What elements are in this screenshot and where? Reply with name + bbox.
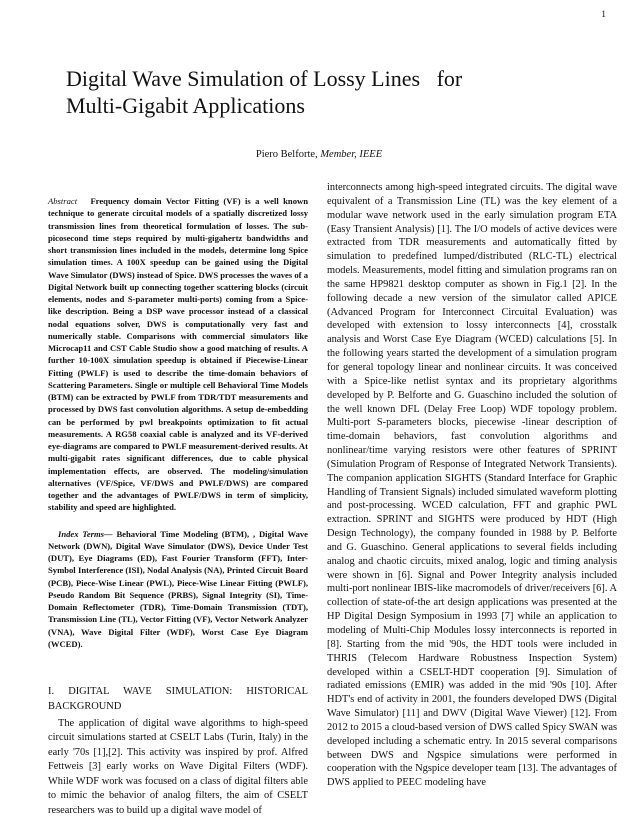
abstract (48, 195, 308, 514)
title-line-1: Digital Wave Simulation of Lossy Lines for (66, 66, 463, 91)
title-line-2: Multi-Gigabit Applications (66, 93, 305, 118)
left-body-paragraph: The application of digital wave algorithms to high-speed circuit simulations started at CSELT Labs (Turin, Italy) in the early '70s [1],[2]. This activity was inspired by prof. Alfred Fettweis [3] early works on Wave Digital Filters (WDF). While WDF work was focused on a class of digital filters able to mimic the behavior of analog filters, the aim of CSELT researchers was to build up a digital wave model of (48, 718, 308, 816)
abstract-label: Abstract (48, 196, 78, 206)
right-body-paragraph: interconnects among high-speed integrated circuits. The digital wave equivalent of a Transmission Line (TL) was the key element of a modular wave network used in the early simulation program ETA (Easy Transient Analysis) [1]. The I/O models of active devices were extracted from TDR measurements and automatically fitted by simulation to predefined lumped/distributed (RLC-TL) electrical models. Measurements, model fitting and simulation programs ran on the same HP9821 desktop computer as shown in Fig.1 [2]. In the following decade a new version of the simulator called APICE (Advanced Program for Interconnect Circuital Evaluation) was developed with extension to lossy interconnects [4], crosstalk analysis and Worst Case Eye Diagram (WCED) calculations [5]. In the following years started the development of a simulation program for general topology linear and nonlinear circuits. It was conceived with a Spice-like netlist syntax and its proprietary algorithms developed by P. Belforte and G. Guaschino included the solution of the well known DFL (Delay Free Loop) WDF topology problem. Multi-port S-parameters blocks, piecewise -linear description of time-domain behaviors, fast convolution algorithms and nonlinear/time varying resistors were other features of SPRINT (Simulation Program of Response of Integrated Network Transients). The companion application SIGHTS (Standard Interface for Graphic Handling of Transient Signals) included simulated waveform plotting and post-processing. WCED calculation, FFT and graphic PWL extraction. SPRINT and SIGHTS were produced by HDT (High Design Technology), the company founded in 1988 by P. Belforte and G. Guaschino. General applications to several fields including analog and chaotic circuits, mixed analog, logic and timing analysis were shown in [6]. Signal and Power Integrity analysis included multi-port nonlinear IBIS-like macromodels of driver/receivers [6]. A collection of state-of-the art design applications was presented at the HP Digital Design Symposium in 1993 [7] while an application to modeling of Multi-Chip Modules lossy interconnects is reported in [8]. Starting from the mid '90s, the HDT tools were included in THRIS (Telecom Hardware Robustness Inspection System) developed within a CSELT-HDT cooperation [9]. Simulation of radiated emissions (EMIR) was added in the mid '90s [10]. After HDT's end of activity in 2001, the founders developed DWS (Digital Wave Simulator) [11] and DWV (Digital Wave Viewer) [12]. From 2012 to 2015 a cloud-based version of DWS called Spicy SWAN was developed including a schematic entry. In 2015 several comparisons between DWS and Ngspice simulations were performed in cooperation with the Ngspice developer team [13]. The advantages of DWS applied to PEEC modeling have (327, 182, 617, 789)
abstract-text: Frequency domain Vector Fitting (VF) is a well known technique to generate circuital models of a spatially discretized lossy transmission lines from theoretical formulation of losses. The sub-picosecond time steps required by multi-gigahertz bandwidths and short transmission lines included in the models, determine long Spice simulation times. A 100X speedup can be gained using the Digital Wave Simulator (DWS) instead of Spice. DWS processes the waves of a Digital Network built up connecting together scattering blocks (circuit elements, nodes and S-parameter multi-ports) coming from a Spice-like description. Being a DSP wave processor instead of a classical nodal equations solver, DWS is computationally very fast and numerically stable. Comparisons with commercial simulators like Microcap11 and CST Cable Studio show a good matching of results. A further 10-100X simulation speedup is obtained if Piecewise-Linear Fitting (PWLF) is used to describe the time-domain behaviors of Scattering Parameters. Single or multiple cell Behavioral Time Models (BTM) can be extracted by PWLF from TDR/TDT measurements and processed by DWS fast convolution algorithms. A setup de-embedding can be performed by pwl breakpoints optimization to fit actual measurements. A RG58 coaxial cable is analyzed and its VF-derived eye-diagrams are compared to PWLF measurement-derived results. At multi-gigabit rates significant differences, due to cable physical implementation effects, are observed. The modeling/simulation alternatives (VF/Spice, VF/DWS and PWLF/DWS) are compared together and the advantages of PWLF/DWS in term of simplicity, stability and speed are highlighted. (48, 196, 308, 513)
index-terms-text: Behavioral Time Modeling (BTM), , Digital Wave Network (DWN), Digital Wave Simulator (DWS), Device Under Test (DUT), Eye Diagrams (ED), Fast Fourier Transform (FFT), Inter-Symbol Interference (ISI), Nodal Analysis (NA), Printed Circuit Board (PCB), Piece-Wise Linear (PWL), Piece-Wise Linear Fitting (PWLF), Pseudo Random Bit Sequence (PRBS), Signal Integrity (SI), Time-Domain Reflectometer (TDR), Time-Domain Transmission (TDT), Transmission Line (TL), Vector Fitting (VF), Vector Network Analyzer (VNA), Wave Digital Filter (WDF), Worst Case Eye Diagram (WCED). (48, 528, 308, 649)
paper-title (66, 65, 586, 119)
author-affiliation: Member, IEEE (320, 149, 383, 160)
author-name: Piero Belforte, (255, 149, 318, 160)
section-heading: I. DIGITAL WAVE SIMULATION: HISTORICAL BACKGROUND (48, 686, 308, 712)
left-column (48, 181, 308, 818)
page-number: 1 (601, 10, 606, 20)
author-line (0, 149, 638, 160)
index-terms (48, 528, 308, 651)
index-terms-label: Index Terms— (58, 528, 113, 539)
right-column (327, 181, 617, 790)
